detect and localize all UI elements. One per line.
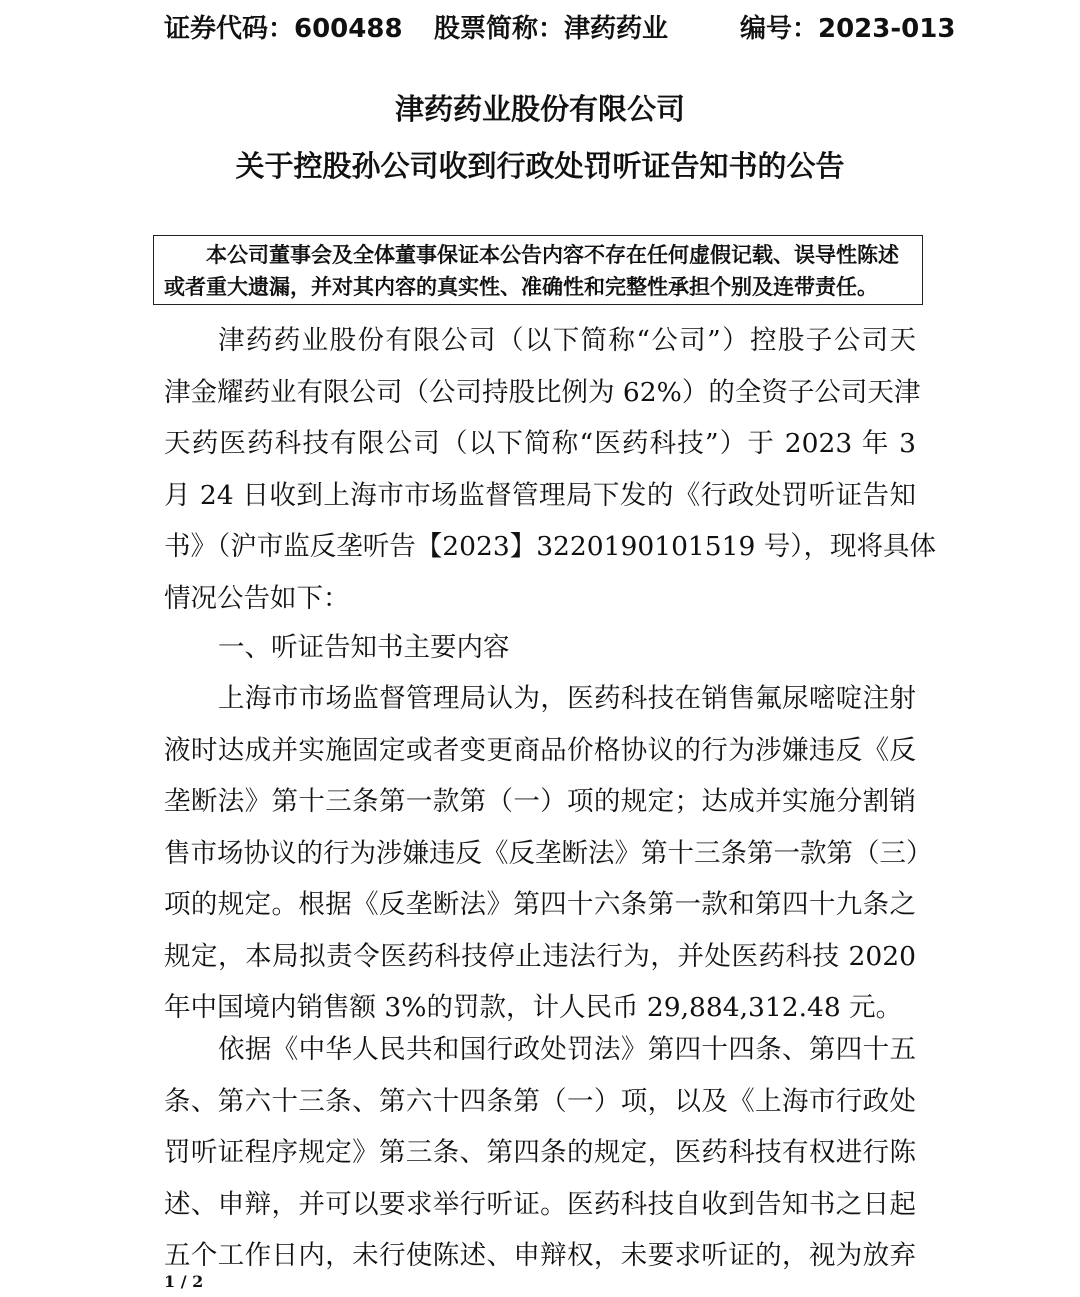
board-statement-line: 本公司董事会及全体董事保证本公告内容不存在任何虚假记载、误导性陈述	[206, 243, 899, 267]
announcement-title: 关于控股孙公司收到行政处罚听证告知书的公告	[235, 149, 845, 183]
company-title: 津药药业股份有限公司	[394, 92, 685, 126]
paragraph-line: 上海市市场监督管理局认为，医药科技在销售氟尿嘧啶注射	[218, 683, 916, 714]
notice-content-paragraph	[164, 673, 933, 1034]
document-header	[0, 0, 1080, 56]
paragraph-line: 条、第六十三条、第六十四条第（一）项，以及《上海市行政处	[164, 1085, 916, 1117]
paragraph-line: 垄断法》第十三条第一款第（一）项的规定；达成并实施分割销	[164, 786, 916, 817]
paragraph-line: 天药医药科技有限公司（以下简称“医药科技”）于 2023 年 3	[164, 428, 916, 459]
document-number: 编号：2023-013	[740, 14, 956, 44]
paragraph-line: 年中国境内销售额 3%的罚款，计人民币 29,884,312.48 元。	[164, 992, 903, 1023]
paragraph-line: 罚听证程序规定》第三条、第四条的规定，医药科技有权进行陈	[164, 1137, 916, 1168]
stock-abbreviation: 股票简称：津药药业	[434, 14, 669, 44]
paragraph-line: 情况公告如下：	[164, 582, 350, 614]
paragraph-line: 售市场协议的行为涉嫌违反《反垄断法》第十三条第一款第（三）	[164, 837, 933, 869]
paragraph-line: 依据《中华人民共和国行政处罚法》第四十四条、第四十五	[218, 1034, 916, 1065]
paragraph-line: 规定，本局拟责令医药科技停止违法行为，并处医药科技 2020	[164, 940, 916, 972]
paragraph-line: 津药药业股份有限公司（以下简称“公司”）控股子公司天	[218, 325, 916, 356]
paragraph-line: 月 24 日收到上海市市场监督管理局下发的《行政处罚听证告知	[164, 479, 916, 511]
page-number: 1 / 2	[164, 1272, 204, 1291]
section-heading: 一、听证告知书主要内容	[218, 632, 510, 663]
paragraph-line: 述、申辩，并可以要求举行听证。医药科技自收到告知书之日起	[164, 1188, 916, 1220]
legal-basis-paragraph	[164, 1024, 916, 1282]
stock-code: 证券代码：600488	[164, 14, 403, 44]
board-statement-line: 或者重大遗漏，并对其内容的真实性、准确性和完整性承担个别及连带责任。	[164, 275, 878, 299]
paragraph-line: 项的规定。根据《反垄断法》第四十六条第一款和第四十九条之	[164, 889, 916, 920]
board-statement-box	[153, 235, 923, 305]
paragraph-line: 五个工作日内，未行使陈述、申辩权，未要求听证的，视为放弃	[164, 1240, 916, 1271]
intro-paragraph	[164, 315, 937, 624]
paragraph-line: 津金耀药业有限公司（公司持股比例为 62%）的全资子公司天津	[164, 376, 921, 408]
paragraph-line: 液时达成并实施固定或者变更商品价格协议的行为涉嫌违反《反	[164, 734, 916, 766]
paragraph-line: 书》（沪市监反垄听告【2023】3220190101519 号），现将具体	[164, 531, 937, 562]
